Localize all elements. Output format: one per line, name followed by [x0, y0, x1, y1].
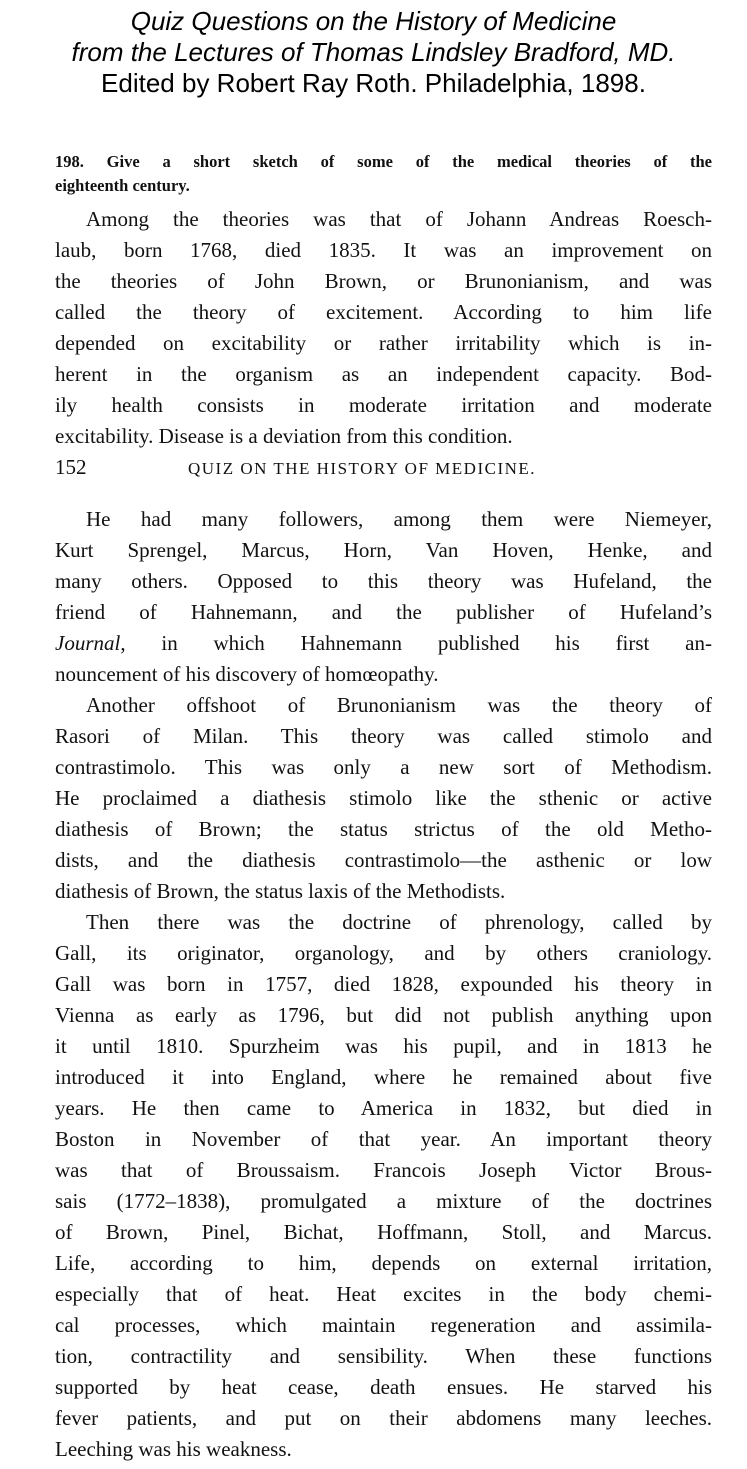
text-line: contrastimolo. This was only a new sort of Methodism. — [55, 755, 712, 779]
text-line: Life, according to him, depends on external irritation, — [55, 1251, 712, 1275]
title-line-1: Quiz Questions on the History of Medicine — [130, 6, 617, 36]
text-line: fever patients, and put on their abdomens many leeches. — [55, 1406, 712, 1430]
text-line: Boston in November of that year. An important theory — [55, 1127, 712, 1151]
paragraph-followers — [55, 504, 712, 690]
text-line: called the theory of excitement. According to him life — [55, 300, 712, 324]
document-title — [0, 6, 747, 99]
text-line: Vienna as early as 1796, but did not publish anything upon — [55, 1003, 712, 1027]
text-line: nouncement of his discovery of homœopathy. — [55, 662, 439, 686]
text-line: friend of Hahnemann, and the publisher of Hufeland’s — [55, 600, 712, 624]
paragraph-phrenology — [55, 907, 712, 1465]
text-line: laub, born 1768, died 1835. It was an improvement on — [55, 238, 712, 262]
text-line: Gall was born in 1757, died 1828, expounded his theory in — [55, 972, 712, 996]
text-line: was that of Broussaism. Francois Joseph Victor Brous- — [55, 1158, 712, 1182]
question-line: 198. Give a short sketch of some of the medical theories of the — [55, 152, 712, 171]
text-fragment: , in which Hahnemann published his first an- — [120, 631, 712, 655]
text-line: Gall, its originator, organology, and by others craniology. — [55, 941, 712, 965]
text-line: diathesis of Brown, the status laxis of the Methodists. — [55, 879, 506, 903]
text-line: ily health consists in moderate irritation and moderate — [55, 393, 712, 417]
italic-journal: Journal — [55, 631, 121, 655]
text-line: herent in the organism as an independent capacity. Bod- — [55, 362, 712, 386]
book-page — [55, 150, 712, 1465]
question-line: eighteenth century. — [55, 176, 190, 195]
text-line: Then there was the doctrine of phrenology, called by — [86, 910, 712, 934]
paragraph-rasori — [55, 690, 712, 907]
text-line: Rasori of Milan. This theory was called stimolo and — [55, 724, 712, 748]
title-line-2: from the Lectures of Thomas Lindsley Bradford, MD. — [71, 37, 676, 67]
text-line: supported by heat cease, death ensues. He starved his — [55, 1375, 712, 1399]
text-line: dists, and the diathesis contrastimolo—the asthenic or low — [55, 848, 712, 872]
text-line: Leeching was his weakness. — [55, 1437, 292, 1461]
text-line: of Brown, Pinel, Bichat, Hoffmann, Stoll, and Marcus. — [55, 1220, 712, 1244]
text-line: Another offshoot of Brunonianism was the theory of — [86, 693, 712, 717]
question-heading — [55, 150, 712, 198]
text-line: it until 1810. Spurzheim was his pupil, and in 1813 he — [55, 1034, 712, 1058]
text-line: tion, contractility and sensibility. When these functions — [55, 1344, 712, 1368]
paragraph-roeschlaub — [55, 204, 712, 452]
text-line: diathesis of Brown; the status strictus of the old Metho- — [55, 817, 712, 841]
text-line: Kurt Sprengel, Marcus, Horn, Van Hoven, Henke, and — [55, 538, 712, 562]
text-line: especially that of heat. Heat excites in the body chemi- — [55, 1282, 712, 1306]
text-line: the theories of John Brown, or Brunonianism, and was — [55, 269, 712, 293]
text-line: excitability. Disease is a deviation from this condition. — [55, 424, 513, 448]
running-head — [55, 452, 712, 484]
text-line: many others. Opposed to this theory was Hufeland, the — [55, 569, 712, 593]
text-line: sais (1772–1838), promulgated a mixture of the doctrines — [55, 1189, 712, 1213]
text-line: introduced it into England, where he remained about five — [55, 1065, 712, 1089]
text-line: Among the theories was that of Johann Andreas Roesch- — [86, 207, 712, 231]
text-line: He had many followers, among them were Niemeyer, — [86, 507, 712, 531]
running-head-text: QUIZ ON THE HISTORY OF MEDICINE. — [188, 459, 537, 478]
text-line: depended on excitability or rather irritability which is in- — [55, 331, 712, 355]
text-line — [55, 628, 712, 659]
page-number: 152 — [55, 455, 87, 479]
text-line: years. He then came to America in 1832, but died in — [55, 1096, 712, 1120]
text-line: cal processes, which maintain regeneration and assimila- — [55, 1313, 712, 1337]
title-line-3: Edited by Robert Ray Roth. Philadelphia, 1898. — [101, 68, 646, 98]
text-line: He proclaimed a diathesis stimolo like the sthenic or active — [55, 786, 712, 810]
